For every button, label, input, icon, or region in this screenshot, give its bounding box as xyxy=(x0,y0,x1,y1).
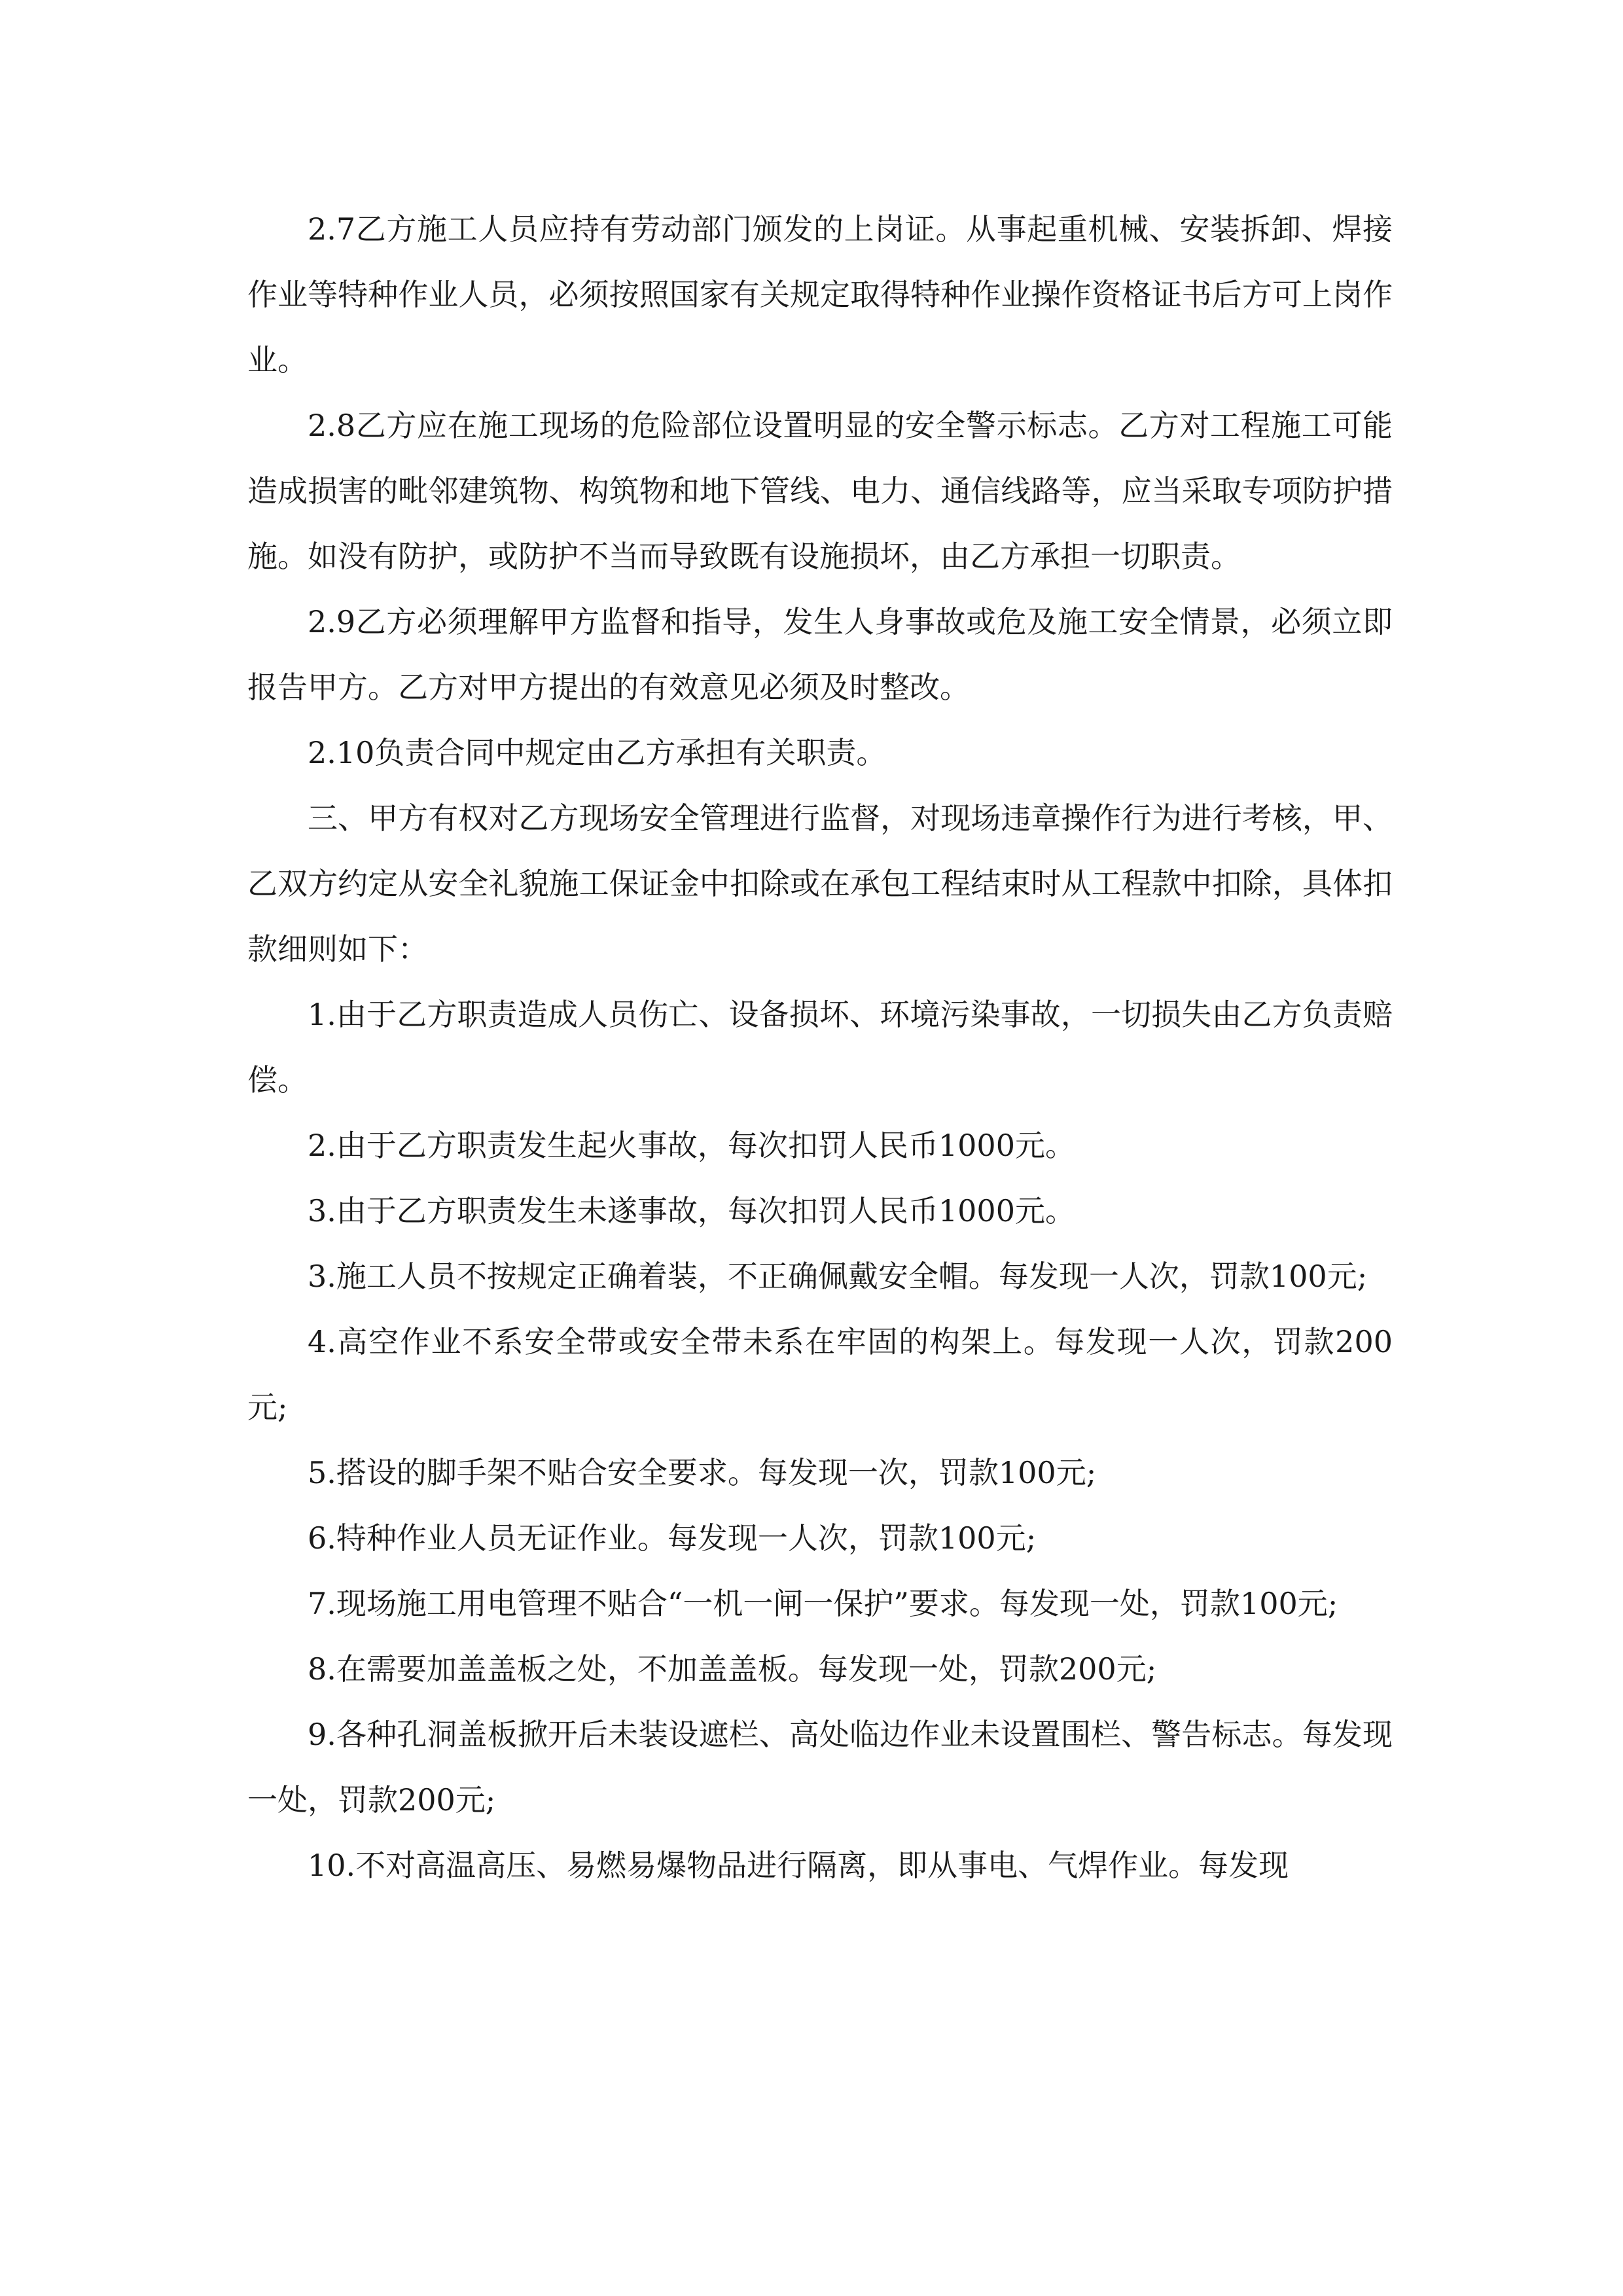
rule-item-10: 10.不对高温高压、易燃易爆物品进行隔离，即从事电、气焊作业。每发现 xyxy=(308,1848,1289,1883)
paragraph-2-7: 2.7乙方施工人员应持有劳动部门颁发的上岗证。从事起重机械、安装拆卸、焊接作业等特种作业人员，必须按照国家有关规定取得特种作业操作资格证书后方可上岗作业。 xyxy=(247,211,1393,378)
rule-item-4: 4.高空作业不系安全带或安全带未系在牢固的构架上。每发现一人次，罚款200元; xyxy=(247,1324,1393,1425)
rule-item-6: 6.特种作业人员无证作业。每发现一人次，罚款100元; xyxy=(308,1520,1037,1556)
rule-item-5: 5.搭设的脚手架不贴合安全要求。每发现一次，罚款100元; xyxy=(308,1455,1097,1490)
paragraph-2-9: 2.9乙方必须理解甲方监督和指导，发生人身事故或危及施工安全情景，必须立即报告甲方。乙方对甲方提出的有效意见必须及时整改。 xyxy=(247,604,1393,705)
rule-item-3b: 3.施工人员不按规定正确着装，不正确佩戴安全帽。每发现一人次，罚款100元; xyxy=(308,1259,1368,1294)
paragraph-2-10: 2.10负责合同中规定由乙方承担有关职责。 xyxy=(308,735,887,770)
paragraph-section-3: 三、甲方有权对乙方现场安全管理进行监督，对现场违章操作行为进行考核，甲、乙双方约定从安全礼貌施工保证金中扣除或在承包工程结束时从工程款中扣除，具体扣款细则如下： xyxy=(247,800,1393,967)
document-body xyxy=(247,196,1393,1898)
rule-item-8: 8.在需要加盖盖板之处，不加盖盖板。每发现一处，罚款200元; xyxy=(308,1651,1157,1687)
rule-item-9: 9.各种孔洞盖板掀开后未装设遮栏、高处临边作业未设置围栏、警告标志。每发现一处，罚款200元; xyxy=(247,1717,1393,1818)
rule-item-1: 1.由于乙方职责造成人员伤亡、设备损坏、环境污染事故，一切损失由乙方负责赔偿。 xyxy=(247,997,1393,1098)
rule-item-7: 7.现场施工用电管理不贴合“一机一闸一保护”要求。每发现一处，罚款100元; xyxy=(308,1586,1338,1621)
rule-item-3a: 3.由于乙方职责发生未遂事故，每次扣罚人民币1000元。 xyxy=(308,1193,1075,1229)
paragraph-2-8: 2.8乙方应在施工现场的危险部位设置明显的安全警示标志。乙方对工程施工可能造成损害的毗邻建筑物、构筑物和地下管线、电力、通信线路等，应当采取专项防护措施。如没有防护，或防护不当而导致既有设施损坏，由乙方承担一切职责。 xyxy=(247,408,1393,574)
rule-item-2: 2.由于乙方职责发生起火事故，每次扣罚人民币1000元。 xyxy=(308,1128,1075,1163)
